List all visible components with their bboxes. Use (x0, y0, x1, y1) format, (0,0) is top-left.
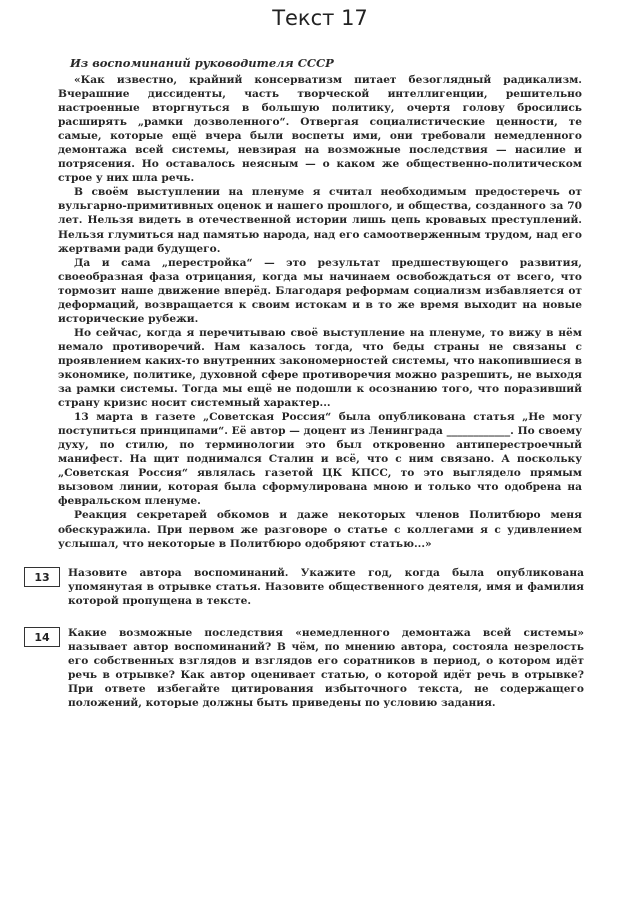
passage-paragraph: «Как известно, крайний консерватизм питает безоглядный радикализм. Вчерашние диссиденты, часть творческой интеллигенции, решительно настроенные вторгнуться в большую политику, очертя голову бросились расширять „рамки дозволенного“. Отвергая социалистические ценности, те самые, которые ещё вчера были воспеты ими, они требовали немедленного демонтажа всей системы, невзирая на возможные последствия — насилие и потрясения. Но оставалось неясным — о каком же общественно-политическом строе у них шла речь. (58, 74, 582, 185)
passage-paragraph: Да и сама „перестройка“ — это результат предшествующего развития, своеобразная фаза отрицания, когда мы начинаем освобождаться от всего, что тормозит наше движение вперёд. Благодаря реформам социализм избавляется от деформаций, возвращается к своим истокам и в то же время выходит на новые исторические рубежи. (58, 256, 582, 325)
task-14 (24, 626, 584, 711)
passage-paragraph: В своём выступлении на пленуме я считал необходимым предостеречь от вульгарно-примитивных оценок и нашего прошлого, и общества, созданного за 70 лет. Нельзя видеть в отечественной истории лишь цепь кровавых преступлений. Нельзя глумиться над памятью народа, над его самоотверженным трудом, над его жертвами ради будущего. (58, 186, 582, 255)
task-text: Какие возможные последствия «немедленного демонтажа всей системы» называет автор воспоминаний? В чём, по мнению автора, состояла незрелость его собственных взглядов и взглядов его соратников в период, о котором идёт речь в отрывке? Как автор оценивает статью, о которой идёт речь в отрывке? При ответе избегайте цитирования избыточного текста, не содержащего положений, которые должны быть приведены по условию задания. (68, 627, 584, 710)
task-13 (24, 566, 584, 608)
task-text: Назовите автора воспоминаний. Укажите год, когда была опубликована упомянутая в отрывке статья. Назовите общественного деятеля, имя и фамилия которой пропущена в тексте. (68, 567, 584, 608)
passage-paragraph: 13 марта в газете „Советская Россия“ была опубликована статья „Не могу поступиться принципами“. Её автор — доцент из Ленинграда ____________. По своему духу, по стилю, по терминологии это был откровенно антиперестроечный манифест. На щит поднимался Сталин и всё, что с ним связано. А поскольку „Советская Россия“ являлась газетой ЦК КПСС, то это выглядело прямым вызовом линии, которая была сформулирована мною и только что одобрена на февральском пленуме. (58, 411, 582, 508)
task-number-box: 14 (24, 627, 60, 647)
page-title: Текст 17 (272, 6, 368, 30)
passage-paragraph: Реакция секретарей обкомов и даже некоторых членов Политбюро меня обескуражила. При первом же разговоре о статье с коллегами я с удивлением услышал, что некоторые в Политбюро одобряют статью...» (58, 509, 582, 550)
passage-source: Из воспоминаний руководителя СССР (70, 56, 334, 70)
passage-text (58, 73, 582, 551)
task-number-box: 13 (24, 567, 60, 587)
passage-paragraph: Но сейчас, когда я перечитываю своё выступление на пленуме, то вижу в нём немало противоречий. Нам казалось тогда, что беды страны не связаны с проявлением каких-то внутренних закономерностей системы, что накопившиеся в экономике, политике, духовной сфере противоречия можно разрешить, не выходя за рамки системы. Тогда мы ещё не подошли к осознанию того, что поразивший страну кризис носит системный характер... (58, 326, 582, 410)
